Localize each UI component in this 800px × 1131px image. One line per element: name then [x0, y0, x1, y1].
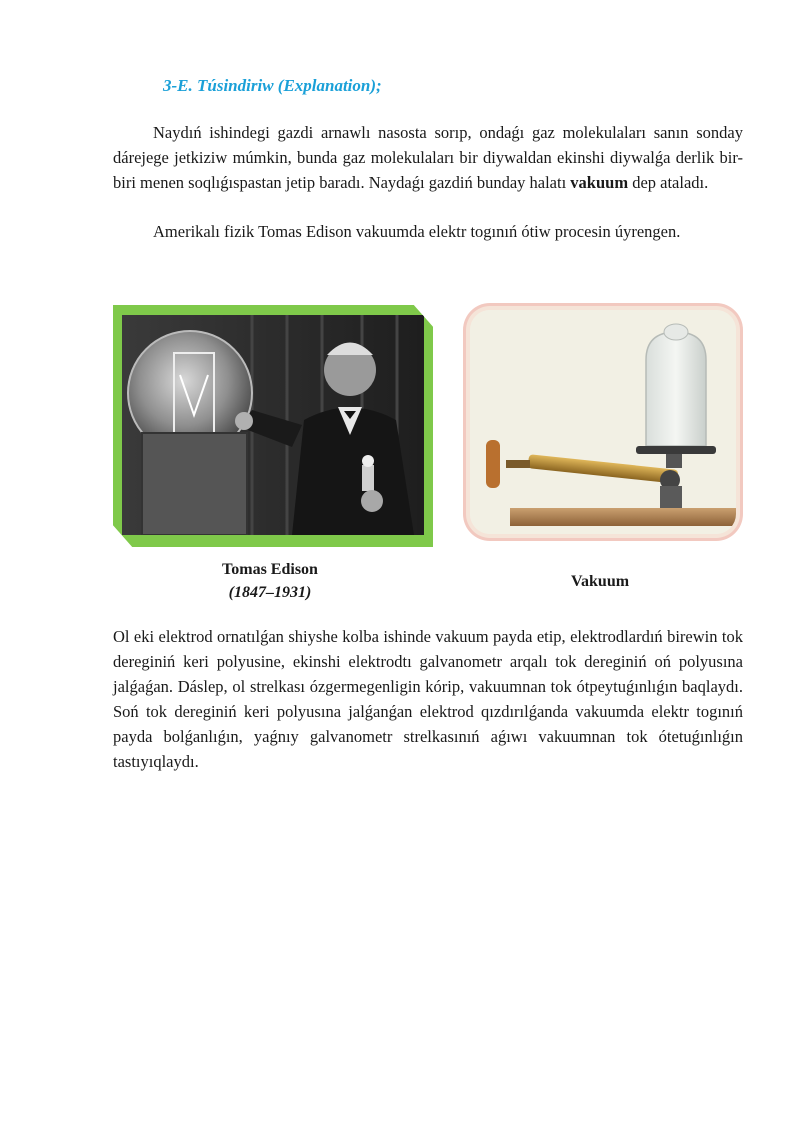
edison-photo [122, 315, 424, 535]
vacuum-photo-frame [466, 306, 740, 538]
paragraph-text-end: dep ataladı. [628, 173, 709, 192]
caption-vacuum: Vakuum [570, 573, 630, 590]
paragraph-vacuum-definition [113, 120, 743, 195]
caption-edison-years: (1847–1931) [228, 584, 312, 601]
paragraph-text: Amerikalı fizik Tomas Edison vakuumda elektr togınıń ótiw procesin úyrengen. [153, 222, 681, 241]
edison-photo-frame [113, 305, 433, 547]
paragraph-edison [113, 219, 743, 244]
section-heading: 3-E. Túsindiriw (Explanation); [163, 76, 382, 95]
vacuum-photo [470, 310, 736, 534]
term-vakuum: vakuum [570, 173, 629, 192]
paragraph-text: Naydıń ishindegi gazdi arnawlı nasosta sorıp, ondaǵı gaz molekulaları sanın sonday dárejege jetkiziw múmkin, bunda gaz molekulaları bir diywaldan ekinshi diywalǵa derlik bir-biri menen soqlıǵıspastan jetip baradı. Naydaǵı gazdiń bunday halatı [113, 123, 743, 192]
caption-edison-name: Tomas Edison [222, 561, 318, 578]
paragraph-experiment: Ol eki elektrod ornatılǵan shiyshe kolba ishinde vakuum payda etip, elektrodlardıń birewin tok dereginiń keri polyusine, ekinshi elektrodtı galvanometr arqalı tok dereginiń oń polyusına jalǵaǵan. Dáslep, ol strelkası ózgermegenligin kórip, vakuumnan tok ótpeytuǵınlıǵın baqlaydı. Soń tok dereginiń keri polyusına jalǵanǵan elektrod qızdırılǵanda vakuumda elektr togınıń payda bolǵanlıǵın, yaǵnıy galvanometr strelkasınıń aǵıwı vakuumnan tok ótetuǵınlıǵın tastıyıqlaydı. [113, 627, 743, 771]
